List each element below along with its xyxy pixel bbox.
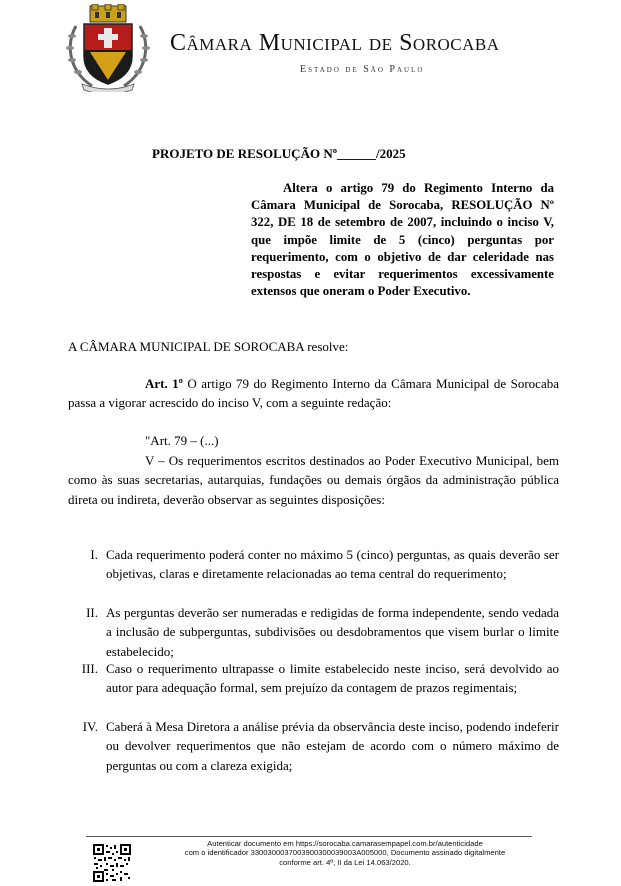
article-79-heading: "Art. 79 – (...) [145, 433, 219, 448]
list-item-number: II. [86, 605, 98, 620]
list-item-text: Cada requerimento poderá conter no máximo 5 (cinco) perguntas, as quais deverão ser objetivas, claras e diretamente relacionadas ao tema central do requerimento; [106, 547, 559, 582]
inciso-v-paragraph: V – Os requerimentos escritos destinados ao Poder Executivo Municipal, bem como às suas secretarias, autarquias, fundações ou demais órgãos da administração pública direta ou indireta, deverão observar as seguintes disposições: [68, 453, 559, 507]
intro-paragraph: A CÂMARA MUNICIPAL DE SOROCABA resolve: [68, 339, 349, 354]
coat-of-arms-logo [62, 4, 154, 92]
qr-code-icon[interactable] [92, 843, 132, 883]
article-1-text: O artigo 79 do Regimento Interno da Câmara Municipal de Sorocaba passa a vigorar acrescido do inciso V, com a seguinte redação: [68, 376, 559, 411]
list-item [68, 603, 559, 661]
list-item-number: III. [81, 661, 98, 676]
footer-line-1[interactable]: Autenticar documento em https://sorocaba.camarasempapel.com.br/autenticidade [207, 839, 483, 848]
list-item [68, 717, 559, 775]
footer-divider [86, 836, 532, 837]
org-name: Câmara Municipal de Sorocaba [170, 30, 500, 56]
list-item-text: Caso o requerimento ultrapasse o limite estabelecido neste inciso, será devolvido ao autor para adequação formal, sem prejuízo da contagem de prazos regimentais; [106, 661, 559, 696]
document-title: PROJETO DE RESOLUÇÃO Nº______/2025 [152, 146, 406, 161]
list-item-text: Caberá à Mesa Diretora a análise prévia da observância deste inciso, podendo indeferir ou devolver requerimentos que não estejam de acordo com o número máximo de perguntas ou com a clareza exigida; [106, 719, 559, 773]
article-1-label: Art. 1º [145, 376, 183, 391]
footer-line-3: conforme art. 4º, II da Lei 14.063/2020. [279, 857, 411, 867]
list-item [68, 659, 559, 717]
article-1-paragraph [68, 374, 559, 413]
authentication-footer [135, 839, 555, 867]
list-item [68, 545, 559, 603]
org-subtitle: Estado de São Paulo [300, 64, 425, 75]
letterhead [62, 4, 562, 94]
list-item-number: IV. [82, 719, 98, 734]
list-item-number: I. [90, 547, 98, 562]
list-item-text: As perguntas deverão ser numeradas e redigidas de forma independente, sendo vedada a inclusão de subperguntas, subdivisões ou desdobramentos que visem burlar o limite estabelecido; [106, 605, 559, 659]
ementa-paragraph: Altera o artigo 79 do Regimento Interno da Câmara Municipal de Sorocaba, RESOLUÇÃO Nº 322, DE 18 de setembro de 2007, incluindo o inciso V, que impõe limite de 5 (cinco) perguntas por requerimento, com o objetivo de dar celeridade nas respostas e evitar requerimentos excessivamente extensos que oneram o Poder Executivo. [251, 181, 554, 299]
footer-line-2: com o identificador 3300300037003900300039003A005000, Documento assinado digitalmente [184, 848, 506, 858]
